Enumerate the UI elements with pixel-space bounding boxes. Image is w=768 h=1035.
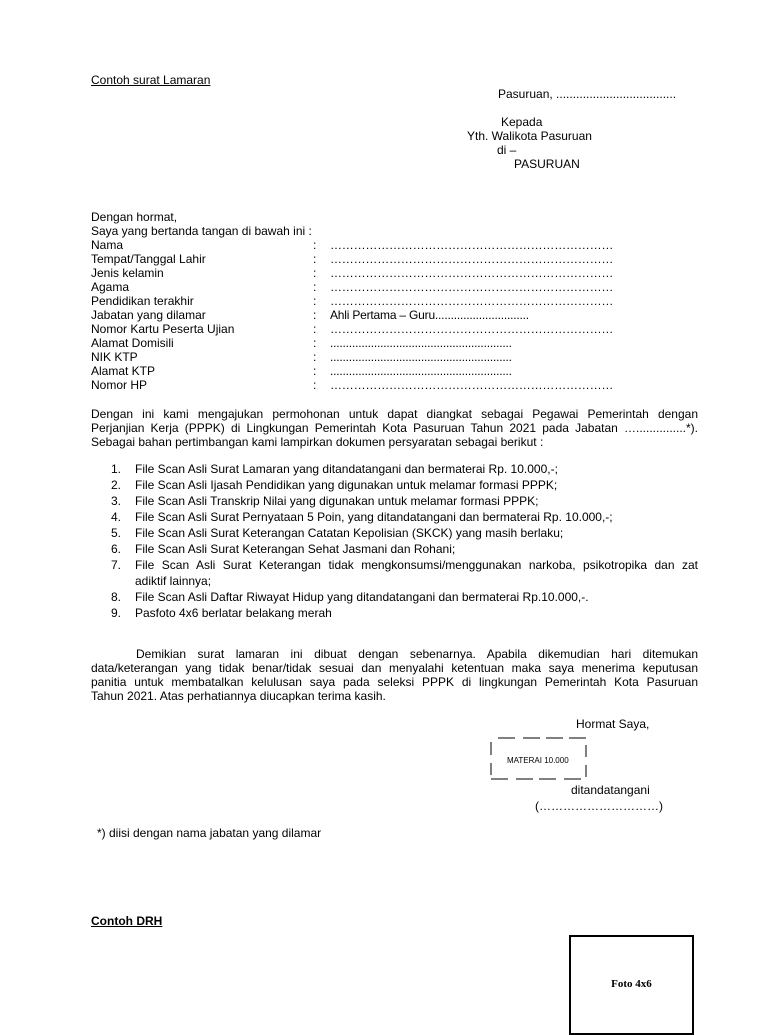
field-colon: : [313,336,317,350]
list-text: File Scan Asli Transkrip Nilai yang digunakan untuk melamar formasi PPPK; [135,494,539,508]
field-row [91,280,671,294]
paragraph-line: Sebagai bahan pertimbangan kami lampirkan dokumen persyaratan sebagai berikut : [91,435,544,449]
field-row [91,336,671,350]
field-label: Jabatan yang dilamar [91,308,206,322]
list-item [91,542,698,558]
regards: Hormat Saya, [576,717,650,731]
list-item [91,494,698,510]
field-label: Nomor HP [91,378,148,392]
paragraph-line: data/keterangan yang tidak benar/tidak sesuai dan menyalahi ketentuan maka saya menerima keputusan [91,661,698,675]
paragraph-line: Tahun 2021. Atas perhatiannya diucapkan terima kasih. [91,689,386,703]
photo-label: Foto 4x6 [611,978,652,990]
recipient-di: di – [497,143,517,157]
list-item [91,478,698,494]
field-value: .......................................................... [330,350,512,364]
list-number: 3. [111,494,122,508]
list-text: File Scan Asli Surat Keterangan Sehat Jasmani dan Rohani; [135,542,456,556]
paragraph-line: Dengan ini kami mengajukan permohonan untuk dapat diangkat sebagai Pegawai Pemerintah dengan [91,407,698,421]
field-value: ……………………………………………………………… [330,322,614,336]
list-number: 6. [111,542,122,556]
field-colon: : [313,378,317,392]
recipient-city: PASURUAN [514,157,580,171]
field-value: ……………………………………………………………… [330,266,614,280]
greeting: Dengan hormat, [91,210,178,224]
list-item [91,510,698,526]
paragraph-line: panitia untuk membatalkan kelulusan saya pada seleksi PPPK di lingkungan Pemerintah Kota Pasuruan [91,675,698,689]
field-label: Nama [91,238,124,252]
field-value: .......................................................... [330,336,512,350]
field-row [91,308,671,322]
field-row [91,294,671,308]
list-item [91,590,698,606]
field-label: Agama [91,280,130,294]
intro-line: Saya yang bertanda tangan di bawah ini : [91,224,312,238]
field-colon: : [313,308,317,322]
list-text: File Scan Asli Surat Keterangan Catatan Kepolisian (SKCK) yang masih berlaku; [135,526,564,540]
field-colon: : [313,350,317,364]
field-value: ……………………………………………………………… [330,238,614,252]
closing-paragraph [91,647,698,703]
list-number: 7. [111,558,122,572]
list-number: 4. [111,510,122,524]
list-text: adiktif lainnya; [135,574,212,588]
list-text: File Scan Asli Ijasah Pendidikan yang digunakan untuk melamar formasi PPPK; [135,478,558,492]
field-label: Pendidikan terakhir [91,294,194,308]
field-label: Tempat/Tanggal Lahir [91,252,206,266]
field-colon: : [313,238,317,252]
field-label: Jenis kelamin [91,266,164,280]
field-colon: : [313,280,317,294]
paragraph-line: Demikian surat lamaran ini dibuat dengan sebenarnya. Apabila dikemudian hari ditemukan [136,647,698,661]
list-number: 8. [111,590,122,604]
list-text: File Scan Asli Surat Pernyataan 5 Poin, yang ditandatangani dan bermaterai Rp. 10.000,-; [135,510,613,524]
list-number: 9. [111,606,122,620]
field-row [91,378,671,392]
field-row [91,364,671,378]
field-colon: : [313,252,317,266]
field-value: ……………………………………………………………… [330,280,614,294]
list-item-continuation [91,574,698,590]
field-value: Ahli Pertama – Guru.............................. [330,308,529,322]
field-row [91,266,671,280]
list-text: File Scan Asli Surat Keterangan tidak mengkonsumsi/menggunakan narkoba, psikotropika dan zat [135,558,698,572]
materai-stamp-box [488,735,589,781]
signed-note: ditandatangani [571,783,650,797]
list-item [91,462,698,478]
recipient-name: Yth. Walikota Pasuruan [467,129,592,143]
field-colon: : [313,322,317,336]
field-row [91,252,671,266]
field-row [91,238,671,252]
letter-title: Contoh surat Lamaran [91,73,211,87]
list-number: 1. [111,462,122,476]
photo-placeholder-box [569,935,694,1035]
recipient-kepada: Kepada [501,115,543,129]
field-label: Alamat KTP [91,364,156,378]
signer-name-placeholder: (…………………………) [535,799,663,813]
list-number: 5. [111,526,122,540]
field-row [91,350,671,364]
field-value: ……………………………………………………………… [330,252,614,266]
drh-title: Contoh DRH [91,914,163,928]
field-label: NIK KTP [91,350,138,364]
field-colon: : [313,266,317,280]
list-item [91,558,698,574]
field-colon: : [313,364,317,378]
list-item [91,606,698,622]
place-date: Pasuruan, .................................... [498,87,677,101]
field-label: Alamat Domisili [91,336,174,350]
field-label: Nomor Kartu Peserta Ujian [91,322,235,336]
paragraph-line: Perjanjian Kerja (PPPK) di Lingkungan Pemerintah Kota Pasuruan Tahun 2021 pada Jabatan …...............*). [91,421,698,435]
field-value: .......................................................... [330,364,512,378]
field-value: ……………………………………………………………… [330,294,614,308]
request-paragraph [91,407,698,449]
field-colon: : [313,294,317,308]
materai-label: MATERAI 10.000 [507,756,569,765]
list-text: File Scan Asli Surat Lamaran yang ditandatangani dan bermaterai Rp. 10.000,-; [135,462,558,476]
list-number: 2. [111,478,122,492]
list-text: Pasfoto 4x6 berlatar belakang merah [135,606,332,620]
footnote: *) diisi dengan nama jabatan yang dilamar [97,826,322,840]
field-row [91,322,671,336]
list-item [91,526,698,542]
list-text: File Scan Asli Daftar Riwayat Hidup yang ditandatangani dan bermaterai Rp.10.000,-. [135,590,589,604]
field-value: ……………………………………………………………… [330,378,614,392]
